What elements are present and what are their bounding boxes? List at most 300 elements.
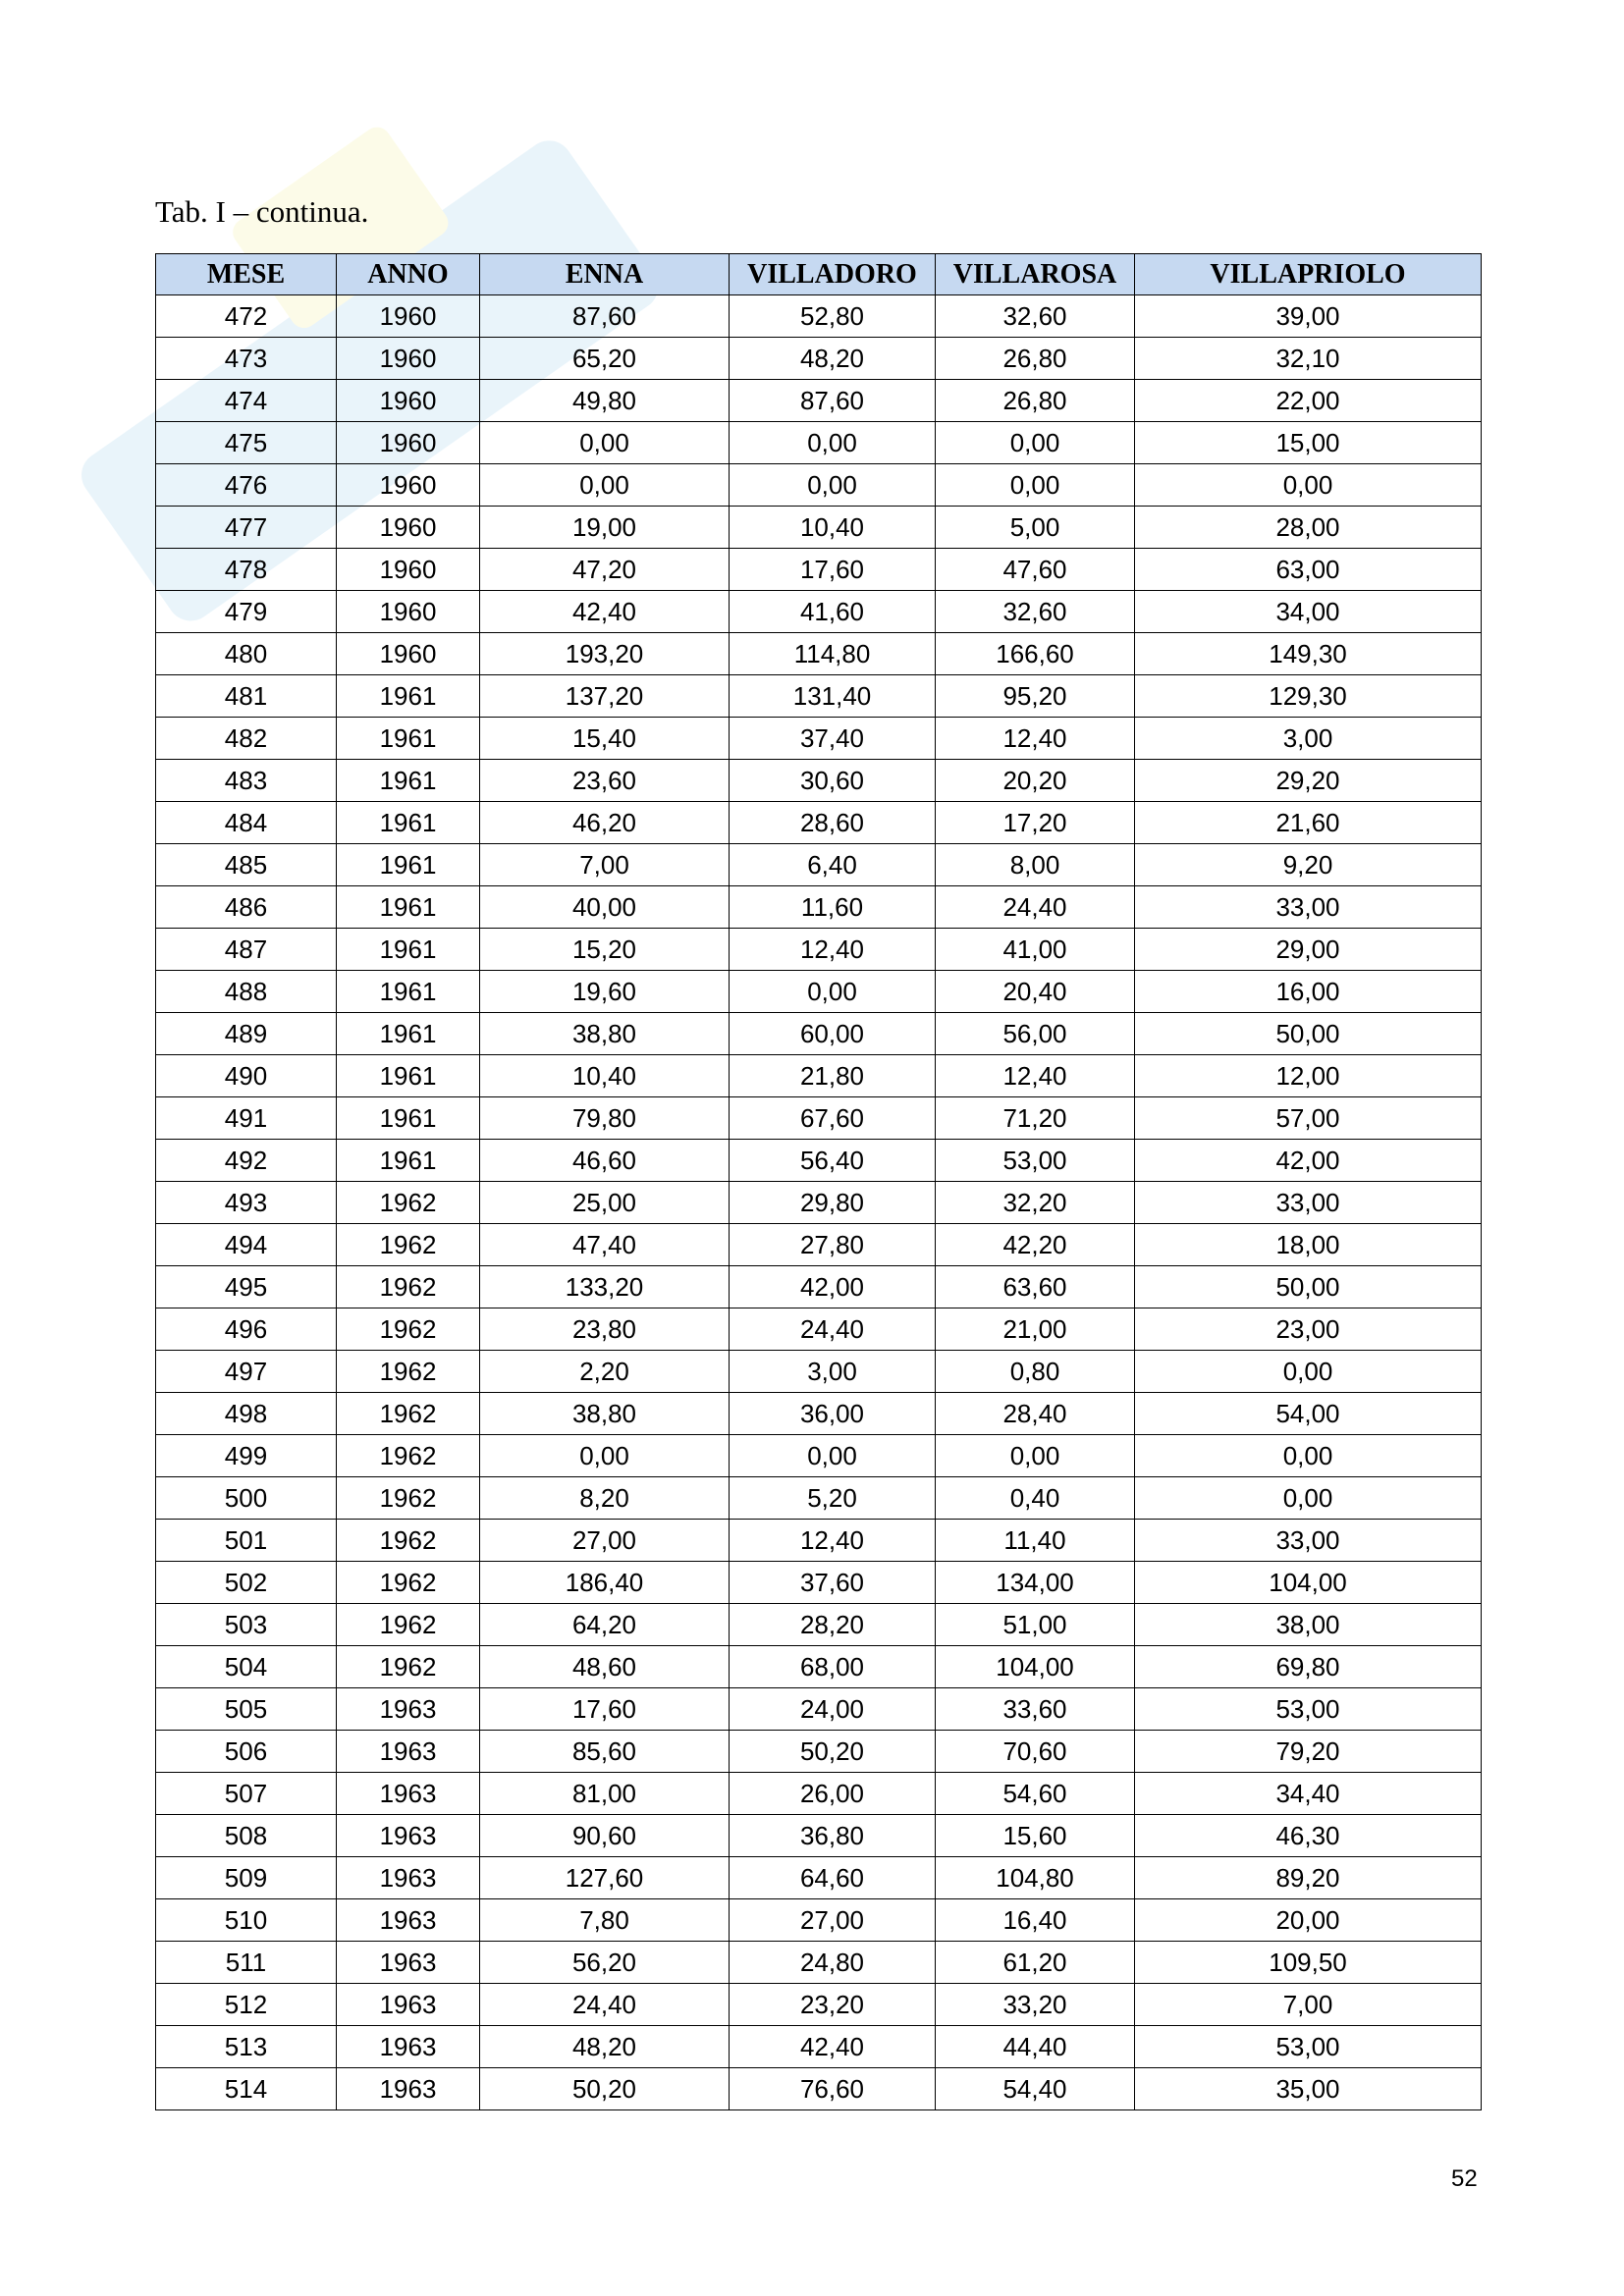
cell-villarosa: 0,80 — [936, 1351, 1135, 1393]
cell-mese: 473 — [156, 338, 337, 380]
cell-enna: 0,00 — [480, 422, 730, 464]
table-row — [156, 1013, 1482, 1055]
cell-villapriolo: 0,00 — [1135, 1351, 1482, 1393]
cell-villadoro: 50,20 — [730, 1731, 936, 1773]
cell-mese: 485 — [156, 844, 337, 886]
cell-enna: 0,00 — [480, 1435, 730, 1477]
cell-villapriolo: 0,00 — [1135, 464, 1482, 507]
cell-enna: 7,80 — [480, 1899, 730, 1942]
cell-enna: 10,40 — [480, 1055, 730, 1097]
cell-anno: 1962 — [337, 1393, 480, 1435]
cell-enna: 50,20 — [480, 2068, 730, 2110]
cell-enna: 23,80 — [480, 1308, 730, 1351]
cell-villarosa: 70,60 — [936, 1731, 1135, 1773]
table-row — [156, 380, 1482, 422]
cell-anno: 1963 — [337, 1984, 480, 2026]
cell-villadoro: 5,20 — [730, 1477, 936, 1520]
cell-villapriolo: 32,10 — [1135, 338, 1482, 380]
cell-anno: 1961 — [337, 1013, 480, 1055]
cell-mese: 509 — [156, 1857, 337, 1899]
cell-villapriolo: 21,60 — [1135, 802, 1482, 844]
cell-enna: 79,80 — [480, 1097, 730, 1140]
cell-enna: 23,60 — [480, 760, 730, 802]
cell-villadoro: 24,00 — [730, 1688, 936, 1731]
cell-anno: 1961 — [337, 718, 480, 760]
table-row — [156, 886, 1482, 929]
table-row — [156, 1055, 1482, 1097]
cell-enna: 137,20 — [480, 675, 730, 718]
cell-enna: 17,60 — [480, 1688, 730, 1731]
cell-villarosa: 11,40 — [936, 1520, 1135, 1562]
cell-enna: 19,00 — [480, 507, 730, 549]
cell-enna: 90,60 — [480, 1815, 730, 1857]
cell-mese: 492 — [156, 1140, 337, 1182]
table-row — [156, 464, 1482, 507]
cell-villadoro: 27,00 — [730, 1899, 936, 1942]
cell-villapriolo: 50,00 — [1135, 1266, 1482, 1308]
cell-enna: 133,20 — [480, 1266, 730, 1308]
cell-mese: 477 — [156, 507, 337, 549]
table-row — [156, 1140, 1482, 1182]
cell-villarosa: 71,20 — [936, 1097, 1135, 1140]
cell-anno: 1962 — [337, 1520, 480, 1562]
cell-enna: 46,60 — [480, 1140, 730, 1182]
cell-anno: 1962 — [337, 1604, 480, 1646]
table-row — [156, 1393, 1482, 1435]
cell-mese: 490 — [156, 1055, 337, 1097]
data-table — [155, 253, 1482, 2110]
cell-villarosa: 104,80 — [936, 1857, 1135, 1899]
table-row — [156, 2026, 1482, 2068]
table-row — [156, 1266, 1482, 1308]
cell-villarosa: 12,40 — [936, 718, 1135, 760]
cell-villapriolo: 22,00 — [1135, 380, 1482, 422]
cell-mese: 491 — [156, 1097, 337, 1140]
cell-villadoro: 27,80 — [730, 1224, 936, 1266]
cell-villadoro: 42,00 — [730, 1266, 936, 1308]
table-caption: Tab. I – continua. — [155, 194, 369, 229]
cell-villapriolo: 9,20 — [1135, 844, 1482, 886]
cell-anno: 1961 — [337, 1097, 480, 1140]
cell-anno: 1961 — [337, 1140, 480, 1182]
cell-villarosa: 33,60 — [936, 1688, 1135, 1731]
cell-mese: 496 — [156, 1308, 337, 1351]
table-row — [156, 422, 1482, 464]
cell-villarosa: 54,40 — [936, 2068, 1135, 2110]
cell-villarosa: 0,40 — [936, 1477, 1135, 1520]
cell-villarosa: 33,20 — [936, 1984, 1135, 2026]
cell-villarosa: 20,20 — [936, 760, 1135, 802]
cell-villadoro: 64,60 — [730, 1857, 936, 1899]
table-row — [156, 718, 1482, 760]
cell-villadoro: 37,40 — [730, 718, 936, 760]
cell-mese: 489 — [156, 1013, 337, 1055]
cell-enna: 7,00 — [480, 844, 730, 886]
cell-anno: 1960 — [337, 422, 480, 464]
cell-enna: 15,20 — [480, 929, 730, 971]
cell-anno: 1962 — [337, 1477, 480, 1520]
cell-anno: 1960 — [337, 338, 480, 380]
cell-mese: 500 — [156, 1477, 337, 1520]
cell-enna: 48,20 — [480, 2026, 730, 2068]
cell-enna: 25,00 — [480, 1182, 730, 1224]
cell-mese: 495 — [156, 1266, 337, 1308]
cell-anno: 1961 — [337, 675, 480, 718]
cell-villapriolo: 3,00 — [1135, 718, 1482, 760]
table-row — [156, 1984, 1482, 2026]
cell-enna: 85,60 — [480, 1731, 730, 1773]
table-row — [156, 1520, 1482, 1562]
cell-villadoro: 0,00 — [730, 971, 936, 1013]
cell-enna: 27,00 — [480, 1520, 730, 1562]
cell-mese: 511 — [156, 1942, 337, 1984]
table-row — [156, 1182, 1482, 1224]
cell-anno: 1962 — [337, 1646, 480, 1688]
cell-mese: 493 — [156, 1182, 337, 1224]
cell-anno: 1962 — [337, 1224, 480, 1266]
cell-villarosa: 12,40 — [936, 1055, 1135, 1097]
cell-villarosa: 0,00 — [936, 1435, 1135, 1477]
cell-villarosa: 44,40 — [936, 2026, 1135, 2068]
cell-villapriolo: 33,00 — [1135, 1182, 1482, 1224]
table-row — [156, 1899, 1482, 1942]
cell-villadoro: 26,00 — [730, 1773, 936, 1815]
cell-villapriolo: 34,40 — [1135, 1773, 1482, 1815]
cell-mese: 499 — [156, 1435, 337, 1477]
cell-mese: 512 — [156, 1984, 337, 2026]
cell-villadoro: 28,60 — [730, 802, 936, 844]
table-row — [156, 1646, 1482, 1688]
cell-anno: 1960 — [337, 464, 480, 507]
cell-enna: 87,60 — [480, 295, 730, 338]
cell-villadoro: 36,00 — [730, 1393, 936, 1435]
cell-villapriolo: 0,00 — [1135, 1477, 1482, 1520]
table-row — [156, 1435, 1482, 1477]
cell-anno: 1960 — [337, 507, 480, 549]
cell-villarosa: 5,00 — [936, 507, 1135, 549]
page-number: 52 — [1451, 2165, 1478, 2192]
cell-villapriolo: 63,00 — [1135, 549, 1482, 591]
cell-villapriolo: 57,00 — [1135, 1097, 1482, 1140]
cell-villadoro: 6,40 — [730, 844, 936, 886]
cell-villarosa: 104,00 — [936, 1646, 1135, 1688]
cell-villadoro: 56,40 — [730, 1140, 936, 1182]
cell-mese: 504 — [156, 1646, 337, 1688]
cell-enna: 19,60 — [480, 971, 730, 1013]
cell-villarosa: 53,00 — [936, 1140, 1135, 1182]
cell-villadoro: 42,40 — [730, 2026, 936, 2068]
cell-enna: 8,20 — [480, 1477, 730, 1520]
cell-anno: 1962 — [337, 1435, 480, 1477]
table-row — [156, 1688, 1482, 1731]
cell-anno: 1963 — [337, 1815, 480, 1857]
cell-villarosa: 56,00 — [936, 1013, 1135, 1055]
cell-anno: 1960 — [337, 295, 480, 338]
cell-villadoro: 68,00 — [730, 1646, 936, 1688]
cell-villadoro: 12,40 — [730, 1520, 936, 1562]
cell-anno: 1962 — [337, 1562, 480, 1604]
cell-villadoro: 30,60 — [730, 760, 936, 802]
cell-villapriolo: 33,00 — [1135, 1520, 1482, 1562]
cell-mese: 494 — [156, 1224, 337, 1266]
cell-villadoro: 24,40 — [730, 1308, 936, 1351]
cell-villadoro: 60,00 — [730, 1013, 936, 1055]
cell-mese: 502 — [156, 1562, 337, 1604]
cell-anno: 1962 — [337, 1308, 480, 1351]
cell-villapriolo: 23,00 — [1135, 1308, 1482, 1351]
cell-villapriolo: 38,00 — [1135, 1604, 1482, 1646]
header-mese: MESE — [156, 254, 337, 295]
table-row — [156, 1562, 1482, 1604]
cell-anno: 1963 — [337, 1857, 480, 1899]
cell-villarosa: 26,80 — [936, 338, 1135, 380]
cell-villarosa: 15,60 — [936, 1815, 1135, 1857]
cell-villarosa: 32,20 — [936, 1182, 1135, 1224]
cell-mese: 479 — [156, 591, 337, 633]
cell-enna: 47,40 — [480, 1224, 730, 1266]
cell-enna: 48,60 — [480, 1646, 730, 1688]
table-row — [156, 633, 1482, 675]
cell-enna: 38,80 — [480, 1393, 730, 1435]
cell-anno: 1960 — [337, 549, 480, 591]
cell-enna: 40,00 — [480, 886, 730, 929]
cell-anno: 1963 — [337, 2026, 480, 2068]
cell-villadoro: 37,60 — [730, 1562, 936, 1604]
cell-mese: 501 — [156, 1520, 337, 1562]
cell-enna: 64,20 — [480, 1604, 730, 1646]
cell-mese: 487 — [156, 929, 337, 971]
table-row — [156, 549, 1482, 591]
table-row — [156, 295, 1482, 338]
cell-villadoro: 52,80 — [730, 295, 936, 338]
cell-anno: 1963 — [337, 2068, 480, 2110]
header-villapriolo: VILLAPRIOLO — [1135, 254, 1482, 295]
cell-villadoro: 28,20 — [730, 1604, 936, 1646]
cell-villadoro: 0,00 — [730, 464, 936, 507]
cell-villapriolo: 149,30 — [1135, 633, 1482, 675]
cell-villadoro: 11,60 — [730, 886, 936, 929]
cell-mese: 506 — [156, 1731, 337, 1773]
cell-mese: 513 — [156, 2026, 337, 2068]
cell-villadoro: 10,40 — [730, 507, 936, 549]
table-row — [156, 760, 1482, 802]
table-row — [156, 1773, 1482, 1815]
cell-villapriolo: 34,00 — [1135, 591, 1482, 633]
cell-villarosa: 166,60 — [936, 633, 1135, 675]
cell-mese: 478 — [156, 549, 337, 591]
cell-villapriolo: 33,00 — [1135, 886, 1482, 929]
cell-villarosa: 21,00 — [936, 1308, 1135, 1351]
cell-villadoro: 12,40 — [730, 929, 936, 971]
table-row — [156, 1604, 1482, 1646]
table-row — [156, 1942, 1482, 1984]
cell-villapriolo: 12,00 — [1135, 1055, 1482, 1097]
cell-villarosa: 61,20 — [936, 1942, 1135, 1984]
cell-anno: 1960 — [337, 380, 480, 422]
cell-villadoro: 21,80 — [730, 1055, 936, 1097]
cell-enna: 186,40 — [480, 1562, 730, 1604]
cell-mese: 481 — [156, 675, 337, 718]
cell-anno: 1961 — [337, 971, 480, 1013]
cell-villarosa: 24,40 — [936, 886, 1135, 929]
table-row — [156, 844, 1482, 886]
cell-enna: 47,20 — [480, 549, 730, 591]
table-row — [156, 675, 1482, 718]
cell-anno: 1961 — [337, 802, 480, 844]
cell-villadoro: 36,80 — [730, 1815, 936, 1857]
table-row — [156, 1224, 1482, 1266]
cell-enna: 24,40 — [480, 1984, 730, 2026]
cell-villarosa: 28,40 — [936, 1393, 1135, 1435]
cell-villapriolo: 28,00 — [1135, 507, 1482, 549]
cell-villapriolo: 18,00 — [1135, 1224, 1482, 1266]
cell-mese: 482 — [156, 718, 337, 760]
cell-mese: 508 — [156, 1815, 337, 1857]
cell-mese: 497 — [156, 1351, 337, 1393]
table-row — [156, 1308, 1482, 1351]
table-row — [156, 1097, 1482, 1140]
cell-enna: 127,60 — [480, 1857, 730, 1899]
cell-enna: 193,20 — [480, 633, 730, 675]
cell-villadoro: 41,60 — [730, 591, 936, 633]
table-row — [156, 802, 1482, 844]
cell-villapriolo: 109,50 — [1135, 1942, 1482, 1984]
table-row — [156, 971, 1482, 1013]
cell-villapriolo: 29,00 — [1135, 929, 1482, 971]
cell-villapriolo: 89,20 — [1135, 1857, 1482, 1899]
cell-mese: 498 — [156, 1393, 337, 1435]
cell-mese: 505 — [156, 1688, 337, 1731]
table-row — [156, 1815, 1482, 1857]
cell-villarosa: 42,20 — [936, 1224, 1135, 1266]
cell-villapriolo: 35,00 — [1135, 2068, 1482, 2110]
table-row — [156, 507, 1482, 549]
header-enna: ENNA — [480, 254, 730, 295]
cell-villapriolo: 129,30 — [1135, 675, 1482, 718]
cell-villarosa: 8,00 — [936, 844, 1135, 886]
cell-mese: 488 — [156, 971, 337, 1013]
cell-mese: 486 — [156, 886, 337, 929]
cell-anno: 1963 — [337, 1942, 480, 1984]
cell-villarosa: 134,00 — [936, 1562, 1135, 1604]
cell-anno: 1963 — [337, 1899, 480, 1942]
cell-villarosa: 95,20 — [936, 675, 1135, 718]
cell-mese: 484 — [156, 802, 337, 844]
cell-mese: 483 — [156, 760, 337, 802]
cell-villapriolo: 15,00 — [1135, 422, 1482, 464]
cell-villarosa: 32,60 — [936, 591, 1135, 633]
cell-villarosa: 32,60 — [936, 295, 1135, 338]
cell-villadoro: 76,60 — [730, 2068, 936, 2110]
cell-villapriolo: 7,00 — [1135, 1984, 1482, 2026]
cell-enna: 15,40 — [480, 718, 730, 760]
cell-anno: 1961 — [337, 844, 480, 886]
cell-villadoro: 23,20 — [730, 1984, 936, 2026]
cell-villapriolo: 39,00 — [1135, 295, 1482, 338]
cell-villapriolo: 46,30 — [1135, 1815, 1482, 1857]
cell-villarosa: 0,00 — [936, 422, 1135, 464]
cell-anno: 1962 — [337, 1182, 480, 1224]
cell-villadoro: 3,00 — [730, 1351, 936, 1393]
cell-mese: 475 — [156, 422, 337, 464]
table-row — [156, 1731, 1482, 1773]
cell-villadoro: 17,60 — [730, 549, 936, 591]
cell-villapriolo: 54,00 — [1135, 1393, 1482, 1435]
cell-anno: 1961 — [337, 1055, 480, 1097]
cell-enna: 38,80 — [480, 1013, 730, 1055]
cell-villarosa: 47,60 — [936, 549, 1135, 591]
cell-villarosa: 51,00 — [936, 1604, 1135, 1646]
cell-villarosa: 0,00 — [936, 464, 1135, 507]
table-body — [156, 295, 1482, 2110]
cell-villapriolo: 50,00 — [1135, 1013, 1482, 1055]
cell-villarosa: 16,40 — [936, 1899, 1135, 1942]
cell-villadoro: 48,20 — [730, 338, 936, 380]
cell-anno: 1962 — [337, 1266, 480, 1308]
cell-mese: 474 — [156, 380, 337, 422]
cell-villadoro: 0,00 — [730, 422, 936, 464]
cell-mese: 503 — [156, 1604, 337, 1646]
header-villadoro: VILLADORO — [730, 254, 936, 295]
cell-enna: 2,20 — [480, 1351, 730, 1393]
cell-villadoro: 24,80 — [730, 1942, 936, 1984]
cell-anno: 1960 — [337, 633, 480, 675]
cell-villapriolo: 104,00 — [1135, 1562, 1482, 1604]
table-header-row — [156, 254, 1482, 295]
cell-enna: 0,00 — [480, 464, 730, 507]
cell-anno: 1962 — [337, 1351, 480, 1393]
cell-villadoro: 29,80 — [730, 1182, 936, 1224]
cell-villarosa: 63,60 — [936, 1266, 1135, 1308]
cell-mese: 480 — [156, 633, 337, 675]
table-row — [156, 2068, 1482, 2110]
table-row — [156, 338, 1482, 380]
cell-enna: 56,20 — [480, 1942, 730, 1984]
cell-enna: 46,20 — [480, 802, 730, 844]
cell-anno: 1961 — [337, 886, 480, 929]
cell-anno: 1963 — [337, 1773, 480, 1815]
cell-villarosa: 54,60 — [936, 1773, 1135, 1815]
cell-anno: 1963 — [337, 1731, 480, 1773]
cell-villadoro: 67,60 — [730, 1097, 936, 1140]
cell-anno: 1961 — [337, 929, 480, 971]
cell-villarosa: 41,00 — [936, 929, 1135, 971]
cell-villapriolo: 16,00 — [1135, 971, 1482, 1013]
table-row — [156, 1477, 1482, 1520]
cell-mese: 476 — [156, 464, 337, 507]
cell-villadoro: 114,80 — [730, 633, 936, 675]
table-row — [156, 1351, 1482, 1393]
header-villarosa: VILLAROSA — [936, 254, 1135, 295]
cell-villapriolo: 53,00 — [1135, 1688, 1482, 1731]
cell-mese: 472 — [156, 295, 337, 338]
cell-villapriolo: 29,20 — [1135, 760, 1482, 802]
cell-mese: 514 — [156, 2068, 337, 2110]
cell-anno: 1961 — [337, 760, 480, 802]
cell-enna: 42,40 — [480, 591, 730, 633]
cell-villadoro: 131,40 — [730, 675, 936, 718]
table-row — [156, 591, 1482, 633]
cell-enna: 65,20 — [480, 338, 730, 380]
table-row — [156, 1857, 1482, 1899]
cell-villapriolo: 69,80 — [1135, 1646, 1482, 1688]
cell-villarosa: 20,40 — [936, 971, 1135, 1013]
cell-villarosa: 17,20 — [936, 802, 1135, 844]
cell-enna: 49,80 — [480, 380, 730, 422]
cell-mese: 507 — [156, 1773, 337, 1815]
cell-villadoro: 87,60 — [730, 380, 936, 422]
cell-villarosa: 26,80 — [936, 380, 1135, 422]
